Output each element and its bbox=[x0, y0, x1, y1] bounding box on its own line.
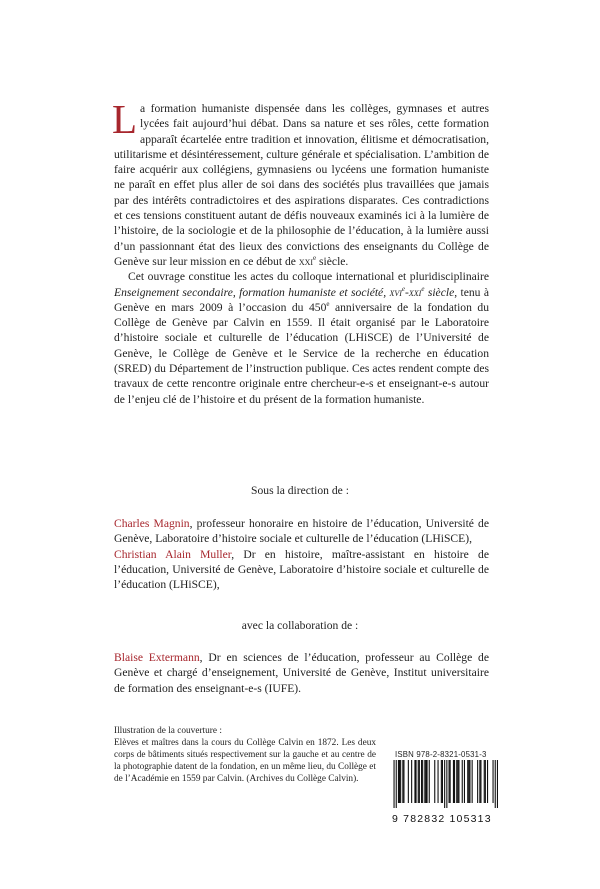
blurb-text: Cet ouvrage constitue les actes du colloque international et pluridisciplinaire bbox=[128, 270, 489, 284]
direction-heading: Sous la direction de : bbox=[251, 484, 349, 497]
barcode-bar bbox=[414, 760, 415, 803]
colloquium-title: Enseignement secondaire, formation humaniste et société, xvi$^e$-xxi$^e$ siècle bbox=[114, 284, 455, 299]
barcode-bar bbox=[394, 760, 395, 808]
barcode-bar bbox=[434, 760, 435, 803]
barcode-bar bbox=[484, 760, 485, 803]
barcode-bar bbox=[444, 760, 445, 808]
barcode-bar bbox=[450, 760, 451, 803]
barcode-bar bbox=[425, 760, 426, 803]
blurb-paragraph-1 bbox=[112, 96, 489, 269]
barcode-bar bbox=[429, 760, 430, 803]
editors-list bbox=[114, 516, 489, 592]
barcode-bar bbox=[495, 760, 496, 808]
barcode-bar bbox=[411, 760, 412, 803]
blurb-paragraph-2 bbox=[114, 269, 489, 407]
barcode-bar bbox=[421, 760, 422, 803]
barcode-bar bbox=[416, 760, 417, 803]
barcode-bar bbox=[424, 760, 425, 803]
barcode-bar bbox=[468, 760, 469, 803]
barcode-bar bbox=[446, 760, 447, 808]
superscript: e bbox=[313, 254, 317, 263]
barcode-bar bbox=[497, 760, 498, 808]
barcode-bar bbox=[418, 760, 419, 803]
barcode-bar bbox=[408, 760, 409, 803]
barcode-bar bbox=[457, 760, 458, 803]
barcode-bar bbox=[485, 760, 486, 803]
editor-entry bbox=[114, 516, 489, 547]
barcode-bar bbox=[441, 760, 442, 803]
barcode-bar bbox=[456, 760, 457, 803]
isbn-label: ISBN 978-2-8321-0531-3 bbox=[395, 750, 487, 759]
blurb-text: siècle. bbox=[316, 254, 349, 268]
superscript: e bbox=[326, 300, 330, 308]
drop-cap: L bbox=[112, 96, 138, 142]
barcode-bar bbox=[422, 760, 423, 803]
barcode-bar bbox=[467, 760, 468, 803]
editor-description: , professeur honoraire en histoire de l’éducation, Université de Genève, Laboratoire d’histoire sociale et culturelle de l’éducation (LHiSCE), bbox=[114, 517, 489, 546]
barcode-bar bbox=[442, 760, 443, 803]
blurb-text: , tenu à Genève en mars 2009 à l’occasion du 450 bbox=[114, 285, 489, 314]
barcode-bar bbox=[449, 760, 450, 803]
blurb-text: a formation humaniste dispensée dans les collèges, gymnases et autres lycées fait aujourd’hui débat. Dans sa nature et ses rôles, cette formation apparaît écartelée entre tradition et innovation, élitisme et démocratisation, utilitarisme et désintéressement, culture générale et spécialisation. L’ambition de faire acquérir aux collégiens, gymnasiens ou lycéens une formation humaniste ne paraît en effet plus aller de soi dans des sociétés plus travaillées que jamais par des intérêts contradictoires et des aspirations disparates. Ces contradictions et ces tensions constituent autant de défis nouveaux examinés ici à la lumière de l’histoire, de la sociologie et de la philosophie de l’éducation, à la lumière aussi d’un passionnant état des lieux des convictions des enseignants du Collège de Genève sur leur mission en ce début de bbox=[114, 102, 489, 268]
collaborator-description: , Dr en sciences de l’éducation, professeur au Collège de Genève et chargé d’enseignement, Université de Genève, Institut universitaire de formation des enseignant-e-s (IUFE). bbox=[114, 651, 489, 695]
collaboration-heading: avec la collaboration de : bbox=[241, 619, 359, 632]
editor-description: , Dr en histoire, maître-assistant en histoire de l’éducation, Université de Genève, Laboratoire d’histoire sociale et culturelle de l’éducation (LHiSCE), bbox=[114, 547, 489, 592]
barcode-bar bbox=[403, 760, 404, 803]
barcode-bar bbox=[493, 760, 494, 803]
barcode-bar bbox=[472, 760, 473, 803]
editor-entry bbox=[114, 547, 489, 593]
caption-title: Illustration de la couverture : bbox=[114, 726, 222, 736]
collaborator-entry bbox=[114, 650, 489, 696]
collaborator-name: Blaise Extermann bbox=[114, 651, 200, 664]
barcode-bar bbox=[402, 760, 403, 803]
editor-name: Charles Magnin bbox=[114, 517, 190, 530]
barcode-bar bbox=[398, 760, 399, 803]
barcode-bar bbox=[479, 760, 480, 803]
century-numeral: xxi bbox=[298, 254, 314, 268]
barcode-bar bbox=[438, 760, 439, 803]
barcode-image bbox=[392, 760, 498, 808]
barcode-bar bbox=[487, 760, 488, 803]
barcode-bar bbox=[464, 760, 465, 803]
cover-illustration-caption bbox=[114, 725, 376, 785]
barcode-bar bbox=[399, 760, 400, 803]
barcode-bar bbox=[462, 760, 463, 803]
barcode-bar bbox=[419, 760, 420, 803]
barcode-bar bbox=[454, 760, 455, 803]
barcode-bar bbox=[453, 760, 454, 803]
caption-text: Elèves et maîtres dans la cours du Collège Calvin en 1872. Les deux corps de bâtiments situés respectivement sur la gauche et au centre de la photographie datent de la fondation, en un même lieu, du Collège et de l’Académie en 1559 par Calvin. (Archives du Collège Calvin). bbox=[114, 738, 376, 785]
blurb-text: anniversaire de la fondation du Collège de Genève par Calvin en 1559. Il était organisé par le Laboratoire d’histoire sociale et culturelle de l’éducation (LHiSCE) de l’Université de Genève, le Collège de Genève et le Service de la recherche en éducation (SRED) du Département de l’instruction publique. Ces actes rendent compte des travaux de cette rencontre originale entre chercheur-e-s et enseignant-e-s autour de l’enjeu clé de l’histoire et du présent de la formation humaniste. bbox=[114, 300, 489, 406]
barcode-bar bbox=[477, 760, 478, 803]
barcode-bar bbox=[458, 760, 459, 803]
barcode-bar bbox=[427, 760, 428, 803]
editor-name: Christian Alain Muller bbox=[114, 547, 232, 561]
barcode-digits: 9 782832 105313 bbox=[392, 813, 492, 825]
barcode-bar bbox=[480, 760, 481, 803]
barcode-bar bbox=[396, 760, 397, 808]
barcode-bar bbox=[400, 760, 401, 803]
blurb bbox=[112, 96, 489, 407]
barcode-bar bbox=[469, 760, 470, 803]
barcode-block bbox=[392, 750, 498, 825]
